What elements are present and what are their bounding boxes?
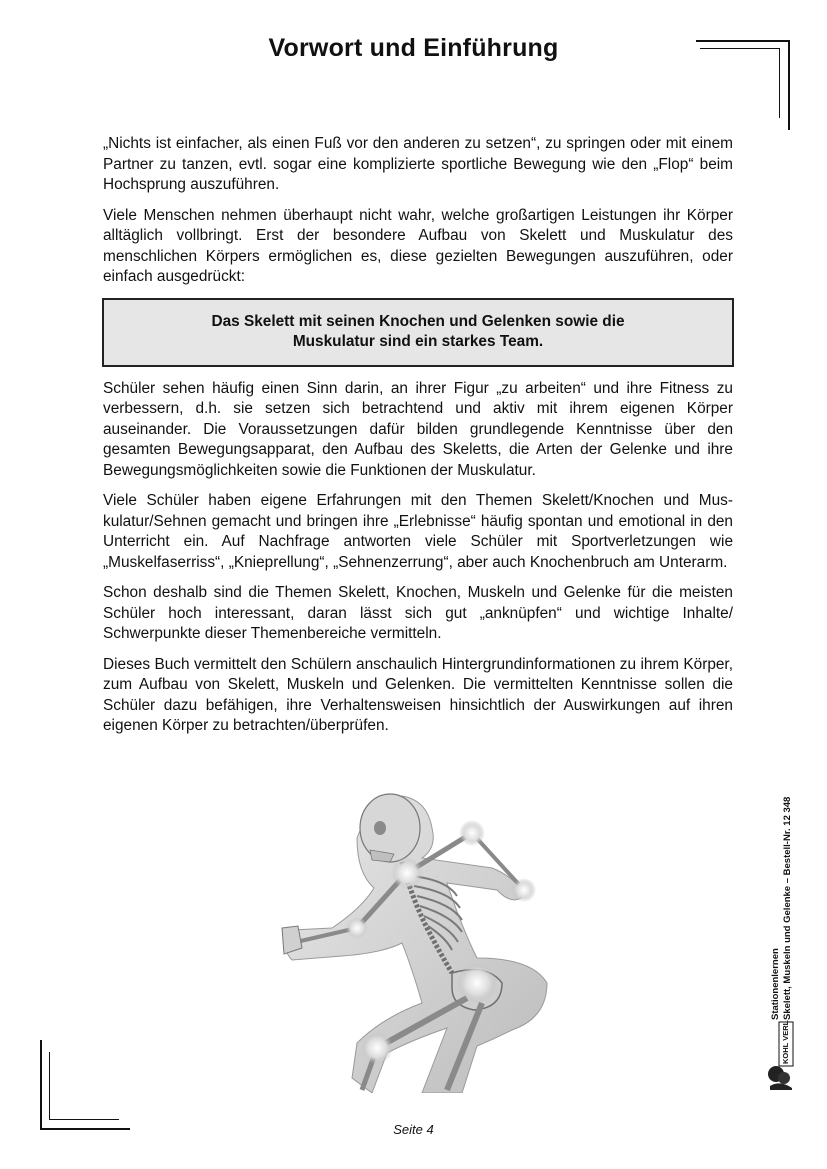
publisher-logo-icon [762, 1020, 802, 1092]
paragraph-performance: Viele Menschen nehmen überhaupt nicht wahr, welche großartigen Leistungen ihr Körper alltäglich vollbringt. Erst der besondere Aufbau von Skelett und Muskulatur des menschlichen Körpers ermöglichen es, diese gezielten Bewegungen auszuführen, oder einfach ausgedrückt: [103, 206, 733, 285]
page-title: Vorwort und Einführung [268, 34, 559, 62]
publisher-name: KOHL VERLAG [781, 1020, 790, 1064]
paragraph-students-fitness: Schüler sehen häufig einen Sinn darin, an ihrer Figur „zu arbeiten“ und ihre Fitness zu verbessern, d.h. sie setzen sich betrachtend und aktiv mit ihrem eigenen Körper auseinander. Die Voraussetzungen dafür bilden grundlegende Kenntnisse über den gesamten Bewegungsapparat, den Aufbau des Skeletts, die Arten der Gelenke und ihre Bewegungsmöglichkeiten sowie die Funktionen der Muskulatur. [103, 379, 733, 479]
paragraph-book-purpose: Dieses Buch vermittelt den Schülern anschaulich Hintergrundinformationen zu ihrem Körper, zum Aufbau von Skelett, Muskeln und Gelenken. Die vermittelten Kenntnisse sollen die Schüler dazu befähigen, ihre Verhaltensweisen hinsichtlich der Auswirkungen auf ihren eigenen Körper zu betrachten/überprüfen. [103, 655, 733, 734]
callout-line-1: Das Skelett mit seinen Knochen und Gelenken sowie die [211, 312, 625, 330]
callout-box [102, 298, 734, 367]
sidebar-book-title: Skelett, Muskeln und Gelenke – Bestell-Nr. 12 348 [782, 796, 793, 1020]
main-content [103, 134, 733, 747]
sidebar-series: Stationenlernen [770, 948, 781, 1020]
paragraph-intro: „Nichts ist einfacher, als einen Fuß vor den anderen zu setzen“, zu springen oder mit einem Partner zu tanzen, evtl. sogar eine komplizierte sportliche Bewegung wie den „Flop“ beim Hochsprung auszuführen. [103, 135, 733, 193]
callout-line-2: Muskulatur sind ein starkes Team. [292, 332, 544, 350]
page-number: Seite 4 [393, 1122, 434, 1137]
sidebar-label [770, 780, 804, 1020]
running-skeleton-icon [262, 778, 562, 1093]
publisher-logo [762, 1020, 802, 1092]
paragraph-student-experiences: Viele Schüler haben eigene Erfahrungen mit den Themen Skelett/Knochen und Muskulatur/Sehnen gemacht und bringen ihre „Erlebnisse“ häufig spontan und emotional in den Unterricht ein. Auf Nachfrage antworten viele Schüler mit Sportverletzungen wie „Muskelfaserriss“, „Knieprellung“, „Sehnenzerrung“, aber auch Knochenbruch am Unterarm. [103, 492, 733, 571]
paragraph-interest: Schon deshalb sind die Themen Skelett, Knochen, Muskeln und Gelenke für die meisten Schüler hoch interessant, daran lässt sich gut „anknüpfen“ und wichtige Inhalte/ Schwerpunkte dieser Themenbereiche vermitteln. [103, 584, 733, 642]
running-skeleton-figure [262, 778, 562, 1093]
